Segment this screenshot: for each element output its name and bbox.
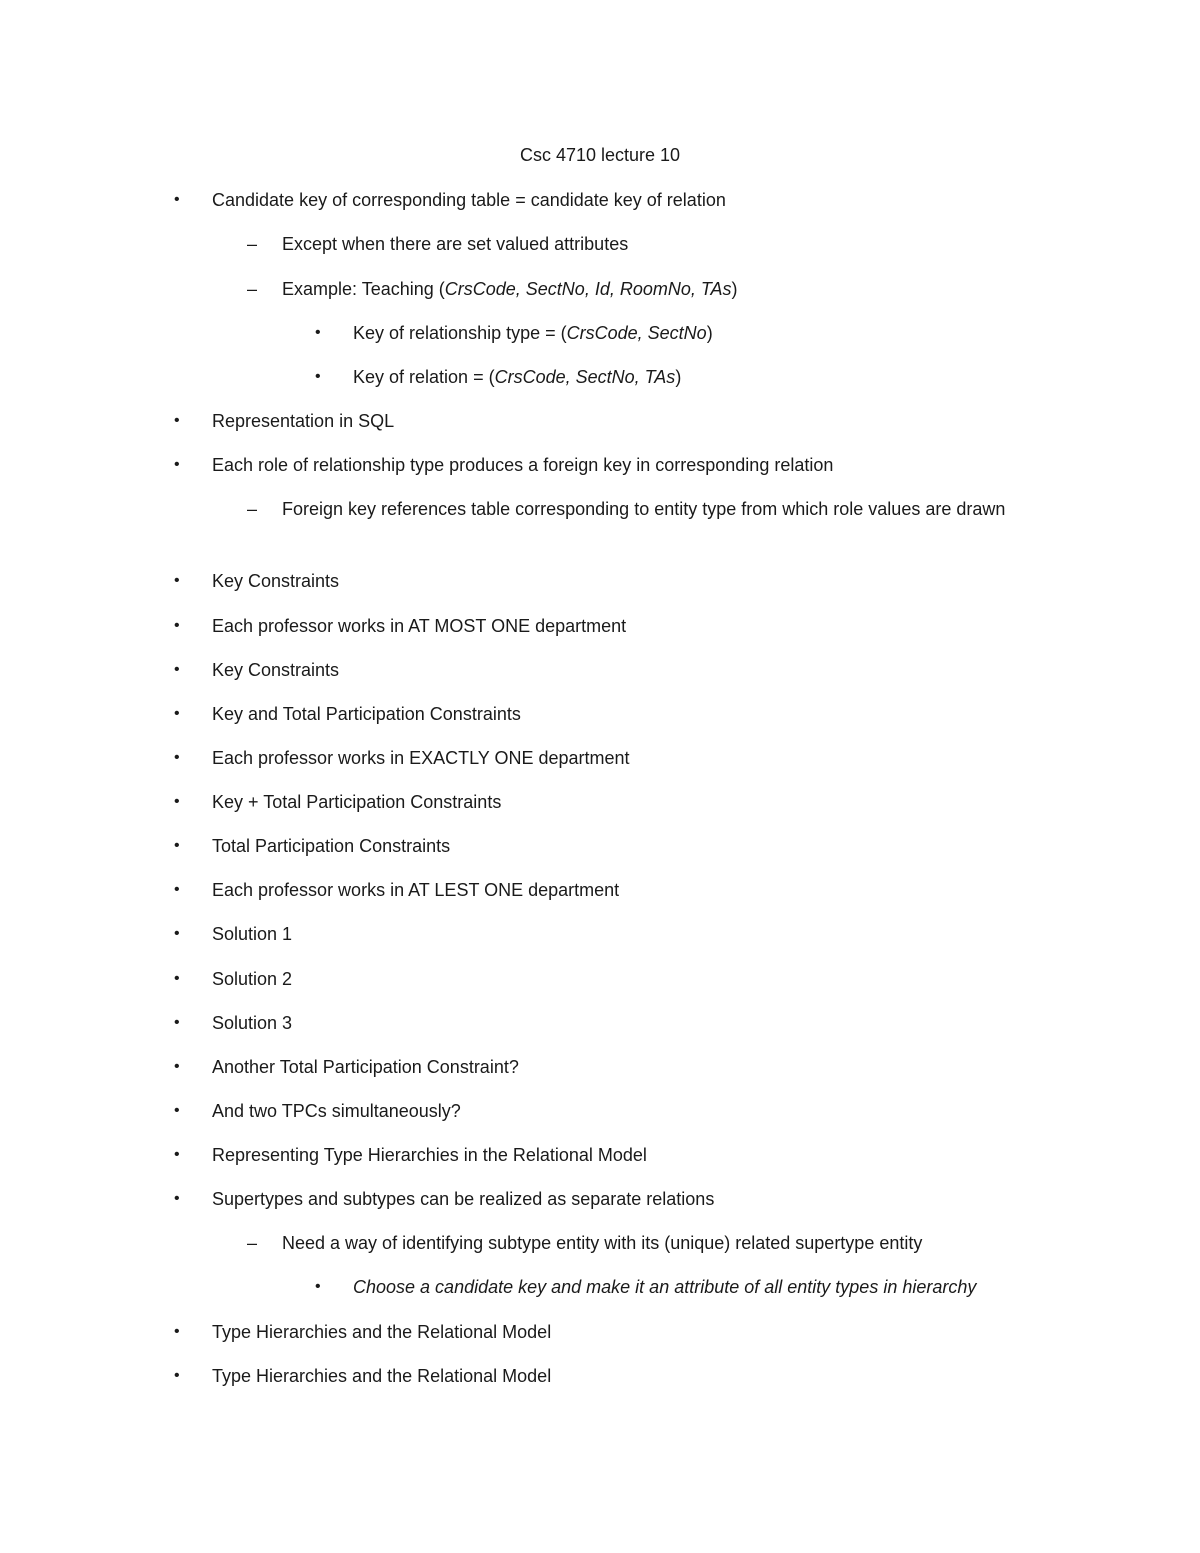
bullet-icon: •	[174, 1102, 180, 1119]
list-item-suffix: )	[731, 279, 738, 299]
list-item	[174, 1185, 715, 1213]
bullet-icon: •	[174, 191, 180, 208]
list-item-prefix: Example: Teaching (	[282, 279, 445, 299]
list-item	[174, 965, 293, 993]
page-title: Csc 4710 lecture 10	[519, 145, 681, 165]
list-item	[247, 1229, 923, 1257]
list-item-italic: CrsCode, SectNo, TAs	[494, 367, 676, 387]
list-item-text: Each professor works in AT MOST ONE department	[212, 616, 627, 636]
list-item-text: Key Constraints	[212, 660, 340, 680]
bullet-icon: •	[174, 837, 180, 854]
list-item	[315, 363, 682, 391]
list-item	[174, 920, 293, 948]
list-item-prefix: Key of relation = (	[353, 367, 495, 387]
bullet-icon: •	[174, 749, 180, 766]
bullet-icon: •	[174, 881, 180, 898]
bullet-icon: •	[315, 368, 321, 385]
bullet-icon: •	[174, 1323, 180, 1340]
list-item-text: Need a way of identifying subtype entity with its (unique) related supertype entity	[282, 1233, 923, 1253]
dash-icon: –	[247, 499, 258, 519]
list-item-text: Type Hierarchies and the Relational Model	[212, 1366, 552, 1386]
list-item	[174, 744, 630, 772]
list-item-text: Each professor works in AT LEST ONE department	[212, 880, 620, 900]
list-item-text: Candidate key of corresponding table = candidate key of relation	[212, 190, 726, 210]
list-item	[174, 1318, 552, 1346]
list-item	[174, 1009, 293, 1037]
list-item-text: Another Total Participation Constraint?	[212, 1057, 519, 1077]
list-item	[247, 230, 629, 258]
list-item-text: Solution 1	[212, 924, 293, 944]
bullet-icon: •	[315, 324, 321, 341]
bullet-icon: •	[174, 970, 180, 987]
dash-icon: –	[247, 279, 258, 299]
list-item-italic: CrsCode, SectNo, Id, RoomNo, TAs	[444, 279, 732, 299]
list-item-text: And two TPCs simultaneously?	[212, 1101, 461, 1121]
list-item-text: Solution 2	[212, 969, 293, 989]
list-item	[174, 1097, 461, 1125]
bullet-icon: •	[174, 572, 180, 589]
list-item	[174, 700, 521, 728]
list-item	[174, 567, 340, 595]
list-item	[174, 788, 502, 816]
bullet-icon: •	[174, 1367, 180, 1384]
list-item	[247, 495, 1042, 523]
list-item	[247, 275, 738, 303]
list-item	[315, 319, 713, 347]
bullet-icon: •	[174, 661, 180, 678]
list-item-prefix: Key of relationship type = (	[353, 323, 567, 343]
list-item	[315, 1273, 977, 1301]
list-item-text: Type Hierarchies and the Relational Model	[212, 1322, 552, 1342]
list-item-text: Key + Total Participation Constraints	[212, 792, 502, 812]
list-item-text: Each professor works in EXACTLY ONE department	[212, 748, 630, 768]
list-item-text: Representation in SQL	[212, 411, 395, 431]
list-item-italic: Choose a candidate key and make it an attribute of all entity types in hierarchy	[353, 1277, 977, 1297]
list-item	[174, 612, 627, 640]
list-item	[174, 656, 340, 684]
bullet-icon: •	[174, 705, 180, 722]
list-item-text: Total Participation Constraints	[212, 836, 451, 856]
list-item-text: Foreign key references table corresponding to entity type from which role values are drawn	[282, 499, 1006, 519]
list-item	[174, 832, 451, 860]
list-item-text: Key Constraints	[212, 571, 340, 591]
list-item-text: Each role of relationship type produces a foreign key in corresponding relation	[212, 455, 834, 475]
bullet-icon: •	[174, 456, 180, 473]
list-item	[174, 451, 834, 479]
list-item-text: Supertypes and subtypes can be realized as separate relations	[212, 1189, 715, 1209]
list-item-suffix: )	[706, 323, 713, 343]
bullet-icon: •	[174, 412, 180, 429]
list-item	[174, 876, 620, 904]
bullet-icon: •	[315, 1278, 321, 1295]
bullet-icon: •	[174, 1146, 180, 1163]
bullet-icon: •	[174, 925, 180, 942]
list-item-italic: CrsCode, SectNo	[566, 323, 707, 343]
list-item-suffix: )	[675, 367, 682, 387]
list-item-text: Representing Type Hierarchies in the Relational Model	[212, 1145, 647, 1165]
list-item	[174, 186, 726, 214]
dash-icon: –	[247, 1233, 258, 1253]
bullet-icon: •	[174, 793, 180, 810]
list-item	[174, 1141, 647, 1169]
bullet-icon: •	[174, 1190, 180, 1207]
dash-icon: –	[247, 234, 258, 254]
list-item-text: Except when there are set valued attributes	[282, 234, 629, 254]
bullet-icon: •	[174, 1058, 180, 1075]
bullet-icon: •	[174, 1014, 180, 1031]
bullet-icon: •	[174, 617, 180, 634]
list-item-text: Solution 3	[212, 1013, 293, 1033]
list-item-text: Key and Total Participation Constraints	[212, 704, 521, 724]
list-item	[174, 1362, 552, 1390]
list-item	[174, 1053, 519, 1081]
list-item	[174, 407, 395, 435]
